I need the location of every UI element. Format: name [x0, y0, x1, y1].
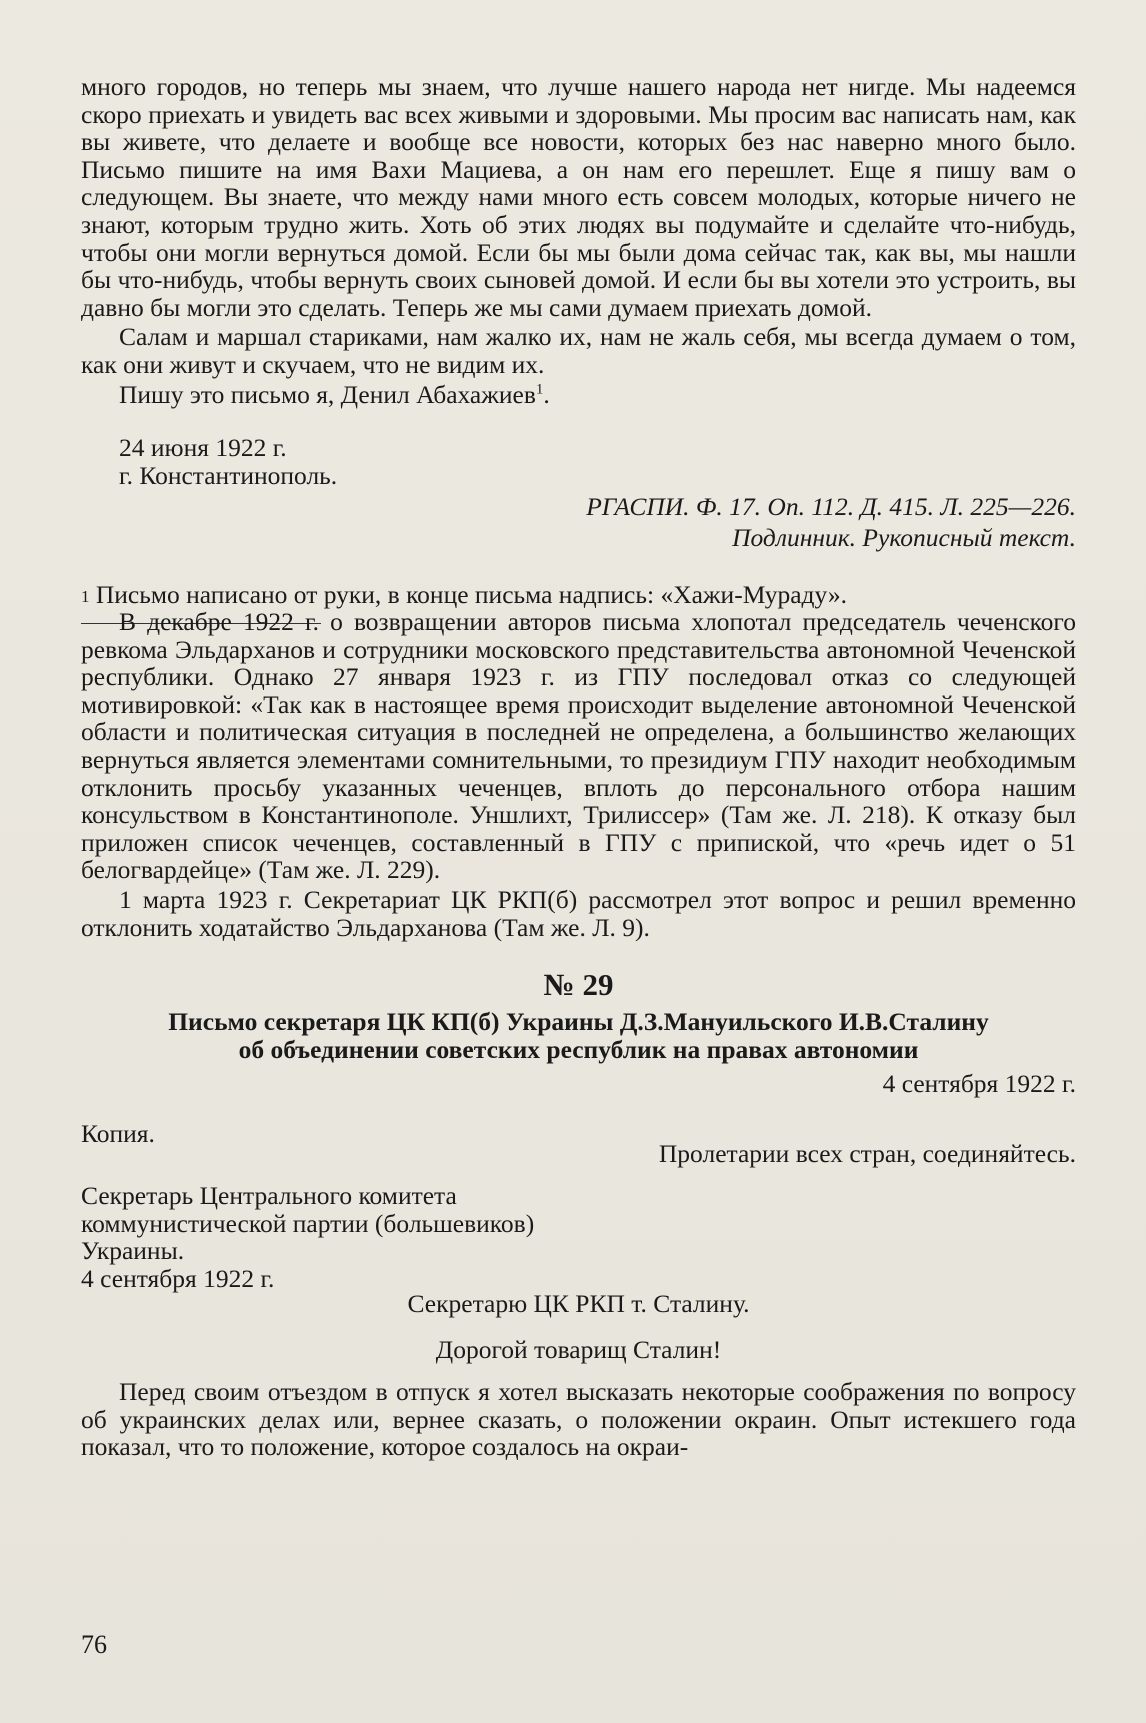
commentary: [81, 608, 1076, 941]
footnote-ref: 1: [535, 381, 544, 398]
slogan-block: [81, 1140, 1076, 1168]
commentary-paragraph-2: 1 марта 1923 г. Секретариат ЦК РКП(б) рассмотрел этот вопрос и решил временно отклонить ходатайство Эльдарханова (Там же. Л. 9).: [81, 884, 1076, 942]
sender-line-3: Украины.: [81, 1236, 185, 1266]
addressee-block: [81, 1290, 1076, 1318]
signature-text: Пишу это письмо я, Денил Абахажиев: [119, 379, 536, 409]
document-29-date: [81, 1070, 1076, 1098]
signature-period: .: [543, 379, 550, 409]
archive-citation: РГАСПИ. Ф. 17. Оп. 112. Д. 415. Л. 225—226.: [586, 492, 1076, 521]
commentary-paragraph-1: В декабре 1922 г. о возвращении авторов письма хлопотал председатель чеченского ревкома Эльдарханов и сотрудники московского представительства автономной Чеченской республики. Однако 27 января 1923 г. из ГПУ последовал отказ со следующей мотивировкой: «Так как в настоящее время происходит выделение автономной Чеченской области и политическая ситуация в последней не определена, а большинство желающих вернуться является элементами сомнительными, то президиум ГПУ находит необходимым отклонить просьбу указанных чеченцев, вплоть до персонального отбора нашим консульством в Константинополе. Уншлихт, Трилиссер» (Там же. Л. 218). К отказу был приложен список чеченцев, составленный в ГПУ с припиской, что «речь идет о 51 белогвардейце» (Там же. Л. 229).: [81, 607, 1076, 885]
footnote-text: Письмо написано от руки, в конце письма надпись: «Хажи-Мураду».: [95, 580, 848, 609]
document-29-header: [81, 968, 1076, 1064]
letter-29-paragraph: Перед своим отъездом в отпуск я хотел высказать некоторые соображения по вопросу об украинских делах или, вернее сказать, о положении окраин. Опыт истекшего года показал, что то положение, которое создалось на окраи-: [81, 1377, 1076, 1462]
sender-date: 4 сентября 1922 г.: [81, 1263, 275, 1293]
letter-dateline: [81, 434, 1076, 489]
letter-date: 24 июня 1922 г.: [119, 433, 287, 462]
footnote: [81, 581, 1076, 609]
page-number: 76: [81, 1630, 107, 1659]
letter-signature-line: [81, 381, 1076, 409]
sender-block: [81, 1182, 1076, 1292]
letter-paragraph-1: много городов, но теперь мы знаем, что лучше нашего народа нет нигде. Мы надеемся скоро приехать и увидеть вас всех живыми и здоровыми. Мы просим вас написать нам, как вы живете, что делаете и вообще все новости, которых без нас наверно много было. Письмо пишите на имя Вахи Мациева, а он нам его перешлет. Еще я пишу вам о следующем. Вы знаете, что между нами много есть совсем молодых, которые ничего не знают, которым трудно жить. Хоть об этих людях вы подумайте и сделайте что-нибудь, чтобы они могли вернуться домой. Если бы мы были дома сейчас так, как вы, мы нашли бы что-нибудь, чтобы вернуть своих сыновей домой. И если бы вы хотели это устроить, вы давно бы могли это сделать. Теперь же мы сами думаем приехать домой.: [81, 72, 1076, 322]
letter-place: г. Константинополь.: [119, 460, 338, 490]
sender-line-1: Секретарь Центрального комитета: [81, 1181, 457, 1210]
letter-paragraph-2: Салам и маршал стариками, нам жалко их, нам не жаль себя, мы всегда думаем о том, как они живут и скучаем, что не видим их.: [81, 322, 1076, 379]
document-date: 4 сентября 1922 г.: [882, 1069, 1076, 1098]
addressee: Секретарю ЦК РКП т. Сталину.: [407, 1289, 750, 1318]
document-title-line-1: Письмо секретаря ЦК КП(б) Украины Д.З.Мануильского И.В.Сталину: [168, 1007, 989, 1036]
document-title-line-2: об объединении советских республик на правах автономии: [238, 1035, 919, 1064]
sender-line-2: коммунистической партии (большевиков): [81, 1208, 535, 1238]
footnote-line: [81, 581, 1076, 609]
greeting-block: [81, 1336, 1076, 1364]
archive-reference: [81, 493, 1076, 551]
copy-label: Копия.: [81, 1119, 155, 1148]
greeting: Дорогой товарищ Сталин!: [435, 1335, 722, 1364]
letter-29-body: [81, 1378, 1076, 1461]
footnote-mark: 1: [81, 587, 90, 606]
original-note: Подлинник. Рукописный текст.: [732, 522, 1076, 552]
slogan: Пролетарии всех стран, соединяйтесь.: [658, 1139, 1076, 1168]
document-number: № 29: [543, 967, 614, 1002]
letter-body: [81, 73, 1076, 408]
